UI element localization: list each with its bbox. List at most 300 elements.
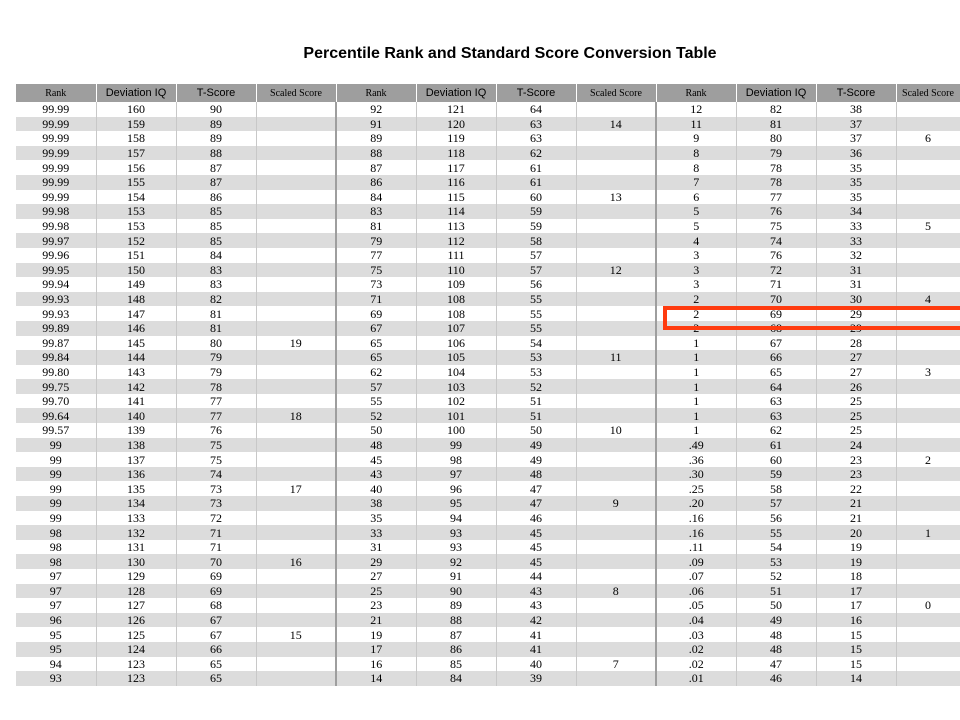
table-cell: 50 — [736, 598, 816, 613]
table-cell — [256, 117, 336, 132]
table-row — [16, 613, 960, 628]
table-cell: 15 — [816, 642, 896, 657]
table-cell: 53 — [496, 365, 576, 380]
table-row — [16, 248, 960, 263]
table-cell: 99.75 — [16, 379, 96, 394]
table-cell: 55 — [496, 321, 576, 336]
table-cell — [896, 511, 960, 526]
table-cell: 144 — [96, 350, 176, 365]
table-row — [16, 554, 960, 569]
table-cell — [576, 175, 656, 190]
table-row — [16, 423, 960, 438]
table-cell: 3 — [656, 248, 736, 263]
table-cell: 8 — [656, 146, 736, 161]
table-cell: 86 — [416, 642, 496, 657]
table-cell: 29 — [816, 321, 896, 336]
table-cell: 45 — [336, 452, 416, 467]
table-cell: 80 — [736, 131, 816, 146]
table-cell: 121 — [416, 102, 496, 117]
table-cell: 99.97 — [16, 233, 96, 248]
table-cell: 67 — [336, 321, 416, 336]
table-cell: 67 — [736, 336, 816, 351]
table-cell: 87 — [176, 175, 256, 190]
table-cell — [576, 365, 656, 380]
table-cell: 99 — [16, 481, 96, 496]
table-cell: 7 — [576, 657, 656, 672]
table-cell — [896, 408, 960, 423]
table-cell: 62 — [736, 423, 816, 438]
table-cell — [256, 175, 336, 190]
table-cell: .01 — [656, 671, 736, 686]
table-cell: 27 — [816, 350, 896, 365]
table-cell: 90 — [176, 102, 256, 117]
table-cell — [576, 438, 656, 453]
table-cell: 112 — [416, 233, 496, 248]
table-cell: 54 — [496, 336, 576, 351]
table-cell: 155 — [96, 175, 176, 190]
table-cell — [576, 598, 656, 613]
column-header-t-score: T-Score — [496, 84, 576, 102]
table-cell: 79 — [736, 146, 816, 161]
table-cell: 97 — [416, 467, 496, 482]
table-cell: 55 — [496, 292, 576, 307]
table-cell: 20 — [816, 525, 896, 540]
table-cell: 135 — [96, 481, 176, 496]
table-cell — [576, 481, 656, 496]
table-row — [16, 146, 960, 161]
table-cell — [576, 321, 656, 336]
table-cell: 79 — [176, 365, 256, 380]
table-cell: 31 — [816, 277, 896, 292]
table-cell: 99.99 — [16, 102, 96, 117]
table-cell — [896, 190, 960, 205]
table-row — [16, 190, 960, 205]
table-cell: 94 — [416, 511, 496, 526]
table-cell: 44 — [496, 569, 576, 584]
table-cell — [896, 175, 960, 190]
table-cell — [256, 540, 336, 555]
column-header-t-score: T-Score — [176, 84, 256, 102]
table-cell — [576, 219, 656, 234]
table-cell: 1 — [656, 408, 736, 423]
table-cell — [576, 511, 656, 526]
table-cell: 71 — [176, 540, 256, 555]
table-cell: 1 — [896, 525, 960, 540]
table-cell — [256, 204, 336, 219]
table-cell — [256, 394, 336, 409]
table-cell — [256, 525, 336, 540]
table-cell: 84 — [176, 248, 256, 263]
table-cell: 0 — [896, 598, 960, 613]
table-cell: 67 — [176, 627, 256, 642]
table-cell — [896, 467, 960, 482]
table-cell: 123 — [96, 671, 176, 686]
table-cell: 130 — [96, 554, 176, 569]
table-cell: 99.84 — [16, 350, 96, 365]
table-cell: 138 — [96, 438, 176, 453]
table-cell: 88 — [336, 146, 416, 161]
table-cell: 99.93 — [16, 292, 96, 307]
table-cell: 38 — [336, 496, 416, 511]
table-cell — [256, 496, 336, 511]
table-cell: 77 — [336, 248, 416, 263]
table-cell: 99 — [416, 438, 496, 453]
table-cell: 91 — [416, 569, 496, 584]
table-cell: .05 — [656, 598, 736, 613]
table-cell: 93 — [416, 540, 496, 555]
table-cell: 99.70 — [16, 394, 96, 409]
table-cell — [896, 481, 960, 496]
table-cell — [256, 438, 336, 453]
table-row — [16, 627, 960, 642]
table-cell — [576, 379, 656, 394]
table-row — [16, 277, 960, 292]
table-cell: 99.99 — [16, 190, 96, 205]
table-cell: 25 — [336, 584, 416, 599]
header-row — [16, 84, 960, 102]
table-cell: 67 — [176, 613, 256, 628]
table-cell: 16 — [336, 657, 416, 672]
table-row — [16, 204, 960, 219]
table-cell: 9 — [656, 131, 736, 146]
table-row — [16, 467, 960, 482]
table-cell: 73 — [176, 496, 256, 511]
table-cell: 19 — [336, 627, 416, 642]
table-cell: 87 — [416, 627, 496, 642]
table-cell — [256, 598, 336, 613]
table-cell — [896, 642, 960, 657]
table-cell: 57 — [496, 263, 576, 278]
table-cell: 6 — [896, 131, 960, 146]
table-cell: 43 — [336, 467, 416, 482]
table-cell: 12 — [576, 263, 656, 278]
table-cell: 56 — [496, 277, 576, 292]
table-cell: 78 — [736, 175, 816, 190]
table-cell: 72 — [736, 263, 816, 278]
table-cell: 117 — [416, 160, 496, 175]
table-cell: 28 — [816, 336, 896, 351]
table-cell — [896, 394, 960, 409]
table-cell: 5 — [896, 219, 960, 234]
table-cell: 71 — [336, 292, 416, 307]
table-cell: 19 — [256, 336, 336, 351]
table-cell: 79 — [176, 350, 256, 365]
table-cell: 99 — [16, 467, 96, 482]
table-cell: 55 — [336, 394, 416, 409]
table-cell — [256, 642, 336, 657]
table-cell — [256, 263, 336, 278]
table-cell — [256, 102, 336, 117]
table-cell: 99.98 — [16, 219, 96, 234]
table-cell: 69 — [176, 569, 256, 584]
table-row — [16, 452, 960, 467]
table-cell: 108 — [416, 306, 496, 321]
table-row — [16, 379, 960, 394]
table-cell: 120 — [416, 117, 496, 132]
table-cell: 99.99 — [16, 175, 96, 190]
table-cell: 145 — [96, 336, 176, 351]
table-cell: 88 — [176, 146, 256, 161]
table-cell: 18 — [256, 408, 336, 423]
table-cell — [896, 117, 960, 132]
table-cell: 132 — [96, 525, 176, 540]
table-cell: 104 — [416, 365, 496, 380]
table-cell: 76 — [736, 204, 816, 219]
table-cell: 58 — [736, 481, 816, 496]
table-cell: 99.87 — [16, 336, 96, 351]
table-cell: 73 — [336, 277, 416, 292]
table-row — [16, 160, 960, 175]
column-header-scaled-score: Scaled Score — [896, 84, 960, 102]
table-cell: 119 — [416, 131, 496, 146]
table-cell: 65 — [176, 657, 256, 672]
table-cell: 147 — [96, 306, 176, 321]
table-cell: 139 — [96, 423, 176, 438]
table-cell: 98 — [16, 525, 96, 540]
table-cell: 50 — [496, 423, 576, 438]
conversion-table-container — [16, 84, 960, 686]
table-cell: 1 — [656, 423, 736, 438]
table-cell — [896, 336, 960, 351]
table-cell: 31 — [816, 263, 896, 278]
table-cell: 68 — [176, 598, 256, 613]
table-cell: 156 — [96, 160, 176, 175]
table-cell: 4 — [896, 292, 960, 307]
table-cell: 101 — [416, 408, 496, 423]
table-cell: 55 — [496, 306, 576, 321]
table-cell: 41 — [496, 627, 576, 642]
table-cell: 7 — [656, 175, 736, 190]
table-cell: 66 — [736, 350, 816, 365]
table-cell: 103 — [416, 379, 496, 394]
table-cell — [896, 248, 960, 263]
table-cell: 57 — [336, 379, 416, 394]
table-cell: 110 — [416, 263, 496, 278]
table-cell: 1 — [656, 336, 736, 351]
table-cell: 85 — [176, 219, 256, 234]
column-header-rank: Rank — [336, 84, 416, 102]
table-cell: 128 — [96, 584, 176, 599]
table-cell — [896, 306, 960, 321]
table-cell — [576, 613, 656, 628]
table-cell: 22 — [816, 481, 896, 496]
table-cell: 8 — [656, 160, 736, 175]
table-cell: 6 — [656, 190, 736, 205]
table-cell — [256, 248, 336, 263]
table-cell — [576, 131, 656, 146]
table-cell: 75 — [176, 452, 256, 467]
table-cell: 154 — [96, 190, 176, 205]
table-cell: 98 — [16, 554, 96, 569]
table-cell: 52 — [336, 408, 416, 423]
table-cell: 153 — [96, 219, 176, 234]
table-cell: 23 — [816, 467, 896, 482]
table-cell: 95 — [16, 627, 96, 642]
table-cell: 143 — [96, 365, 176, 380]
table-cell: 45 — [496, 554, 576, 569]
table-cell: 40 — [496, 657, 576, 672]
table-cell: 77 — [176, 408, 256, 423]
table-cell — [576, 554, 656, 569]
table-cell: 99.99 — [16, 160, 96, 175]
table-cell — [896, 657, 960, 672]
column-header-deviation-iq: Deviation IQ — [96, 84, 176, 102]
table-cell: 16 — [816, 613, 896, 628]
table-cell: 25 — [816, 408, 896, 423]
table-cell — [896, 233, 960, 248]
table-cell: 14 — [816, 671, 896, 686]
table-cell: 151 — [96, 248, 176, 263]
table-row — [16, 263, 960, 278]
table-cell: 64 — [496, 102, 576, 117]
table-cell: 96 — [416, 481, 496, 496]
table-cell: 47 — [736, 657, 816, 672]
table-cell: 35 — [816, 175, 896, 190]
table-cell: 60 — [736, 452, 816, 467]
table-cell: 46 — [736, 671, 816, 686]
table-cell: 49 — [736, 613, 816, 628]
table-cell: 29 — [816, 306, 896, 321]
table-cell: 124 — [96, 642, 176, 657]
table-cell: 10 — [576, 423, 656, 438]
table-cell: 78 — [176, 379, 256, 394]
table-cell: 142 — [96, 379, 176, 394]
table-cell: 42 — [496, 613, 576, 628]
column-header-scaled-score: Scaled Score — [576, 84, 656, 102]
table-cell — [896, 613, 960, 628]
table-row — [16, 584, 960, 599]
table-cell — [896, 569, 960, 584]
table-cell: 80 — [176, 336, 256, 351]
table-row — [16, 408, 960, 423]
table-cell: 2 — [896, 452, 960, 467]
table-cell: 1 — [656, 379, 736, 394]
table-cell: 38 — [816, 102, 896, 117]
table-cell: 56 — [736, 511, 816, 526]
table-cell: 99.96 — [16, 248, 96, 263]
table-cell: 129 — [96, 569, 176, 584]
table-cell — [256, 613, 336, 628]
table-cell: 137 — [96, 452, 176, 467]
table-cell: 95 — [16, 642, 96, 657]
table-cell: 78 — [736, 160, 816, 175]
table-cell: 102 — [416, 394, 496, 409]
table-cell: 40 — [336, 481, 416, 496]
table-cell — [256, 219, 336, 234]
table-cell: 94 — [16, 657, 96, 672]
table-cell — [576, 394, 656, 409]
table-cell — [256, 452, 336, 467]
table-cell: 11 — [576, 350, 656, 365]
table-cell: .16 — [656, 525, 736, 540]
table-cell: 81 — [336, 219, 416, 234]
table-cell: .03 — [656, 627, 736, 642]
table-cell: 47 — [496, 481, 576, 496]
table-cell: 72 — [176, 511, 256, 526]
table-cell — [896, 102, 960, 117]
table-cell: 37 — [816, 117, 896, 132]
table-row — [16, 175, 960, 190]
table-cell: 39 — [496, 671, 576, 686]
table-cell: 71 — [736, 277, 816, 292]
table-cell: 65 — [336, 336, 416, 351]
table-cell: 99.99 — [16, 117, 96, 132]
table-row — [16, 438, 960, 453]
table-cell: 17 — [336, 642, 416, 657]
table-cell: 47 — [496, 496, 576, 511]
table-cell: 111 — [416, 248, 496, 263]
table-cell: 33 — [816, 233, 896, 248]
table-row — [16, 131, 960, 146]
table-cell — [896, 204, 960, 219]
table-cell: 89 — [176, 117, 256, 132]
table-cell: 59 — [496, 204, 576, 219]
table-cell: 88 — [416, 613, 496, 628]
table-cell: .20 — [656, 496, 736, 511]
table-cell: 57 — [496, 248, 576, 263]
table-cell: 146 — [96, 321, 176, 336]
table-cell: 81 — [736, 117, 816, 132]
table-cell: 58 — [496, 233, 576, 248]
table-row — [16, 569, 960, 584]
table-cell: 11 — [656, 117, 736, 132]
table-cell: 51 — [496, 394, 576, 409]
table-cell: .30 — [656, 467, 736, 482]
table-cell: 70 — [176, 554, 256, 569]
table-cell — [256, 467, 336, 482]
table-cell: 149 — [96, 277, 176, 292]
table-cell: 25 — [816, 423, 896, 438]
table-cell: 23 — [816, 452, 896, 467]
table-cell: 18 — [816, 569, 896, 584]
table-cell: 17 — [816, 598, 896, 613]
table-cell — [576, 540, 656, 555]
table-cell: 114 — [416, 204, 496, 219]
table-cell: 83 — [176, 277, 256, 292]
table-cell — [256, 379, 336, 394]
table-cell: 99.57 — [16, 423, 96, 438]
table-cell: 26 — [816, 379, 896, 394]
table-cell: 99.98 — [16, 204, 96, 219]
table-cell: 19 — [816, 540, 896, 555]
table-cell: 99.99 — [16, 146, 96, 161]
table-cell — [896, 350, 960, 365]
table-cell: 160 — [96, 102, 176, 117]
table-cell — [576, 306, 656, 321]
table-cell: 76 — [176, 423, 256, 438]
table-cell: 35 — [816, 160, 896, 175]
table-cell: 90 — [416, 584, 496, 599]
table-cell: 65 — [176, 671, 256, 686]
table-cell: 45 — [496, 525, 576, 540]
table-cell: 116 — [416, 175, 496, 190]
table-cell: 36 — [816, 146, 896, 161]
table-cell: .36 — [656, 452, 736, 467]
table-cell: 96 — [16, 613, 96, 628]
table-cell: 60 — [496, 190, 576, 205]
table-cell: 158 — [96, 131, 176, 146]
table-cell: 69 — [176, 584, 256, 599]
table-row — [16, 365, 960, 380]
table-cell — [256, 160, 336, 175]
table-cell: 73 — [176, 481, 256, 496]
table-row — [16, 657, 960, 672]
table-cell: 99 — [16, 438, 96, 453]
table-cell: 82 — [736, 102, 816, 117]
table-cell: 3 — [656, 263, 736, 278]
table-cell: 14 — [336, 671, 416, 686]
table-cell: 83 — [336, 204, 416, 219]
